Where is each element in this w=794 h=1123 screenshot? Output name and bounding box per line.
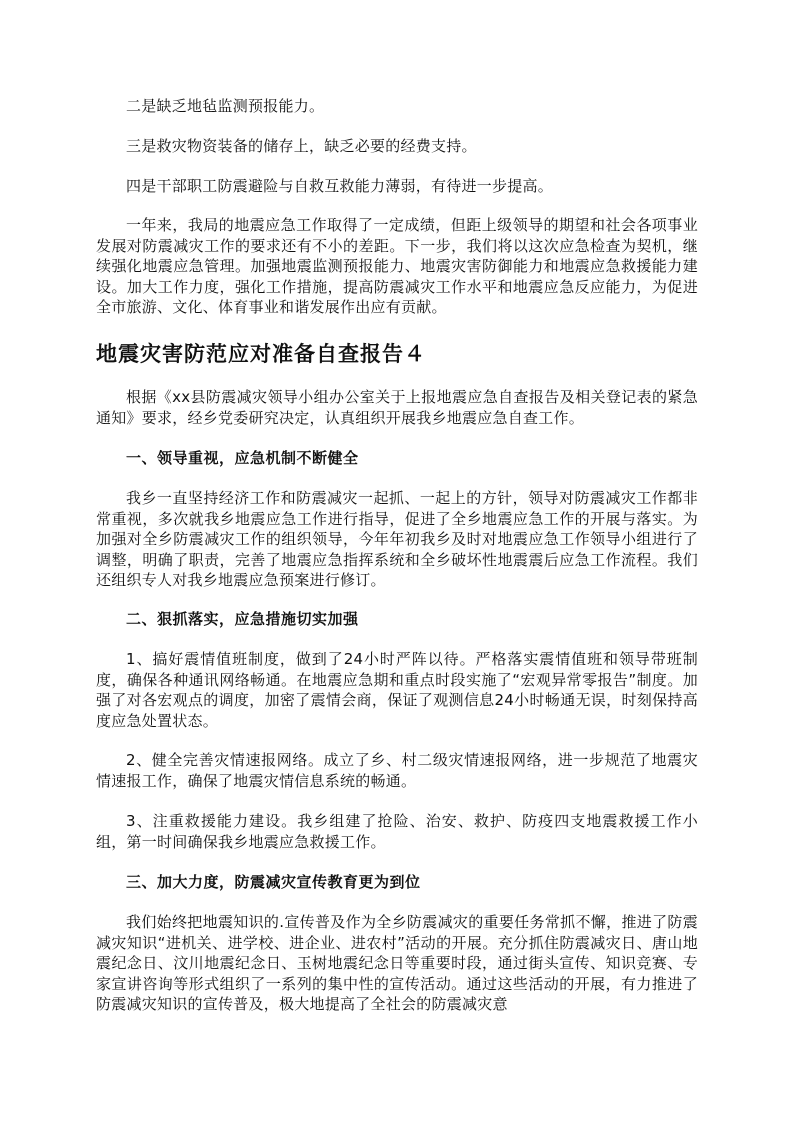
- paragraph-year-summary: 一年来，我局的地震应急工作取得了一定成绩，但距上级领导的期望和社会各项事业发展对防震减灾工作的要求还有不小的差距。下一步，我们将以这次应急检查为契机，继续强化地震应急管理。加强地震监测预报能力、地震灾害防御能力和地震应急救援能力建设。加大工作力度，强化工作措施，提高防震减灾工作水平和地震应急反应能力，为促进全市旅游、文化、体育事业和谐发展作出应有贡献。: [96, 216, 698, 316]
- paragraph-section-3: 我们始终把地震知识的.宣传普及作为全乡防震减灾的重要任务常抓不懈，推进了防震减灾知识“进机关、进学校、进企业、进农村”活动的开展。充分抓住防震减灾日、唐山地震纪念日、汶川地震纪念日、玉树地震纪念日等重要时段，通过街头宣传、知识竞赛、专家宣讲咨询等形式组织了一系列的集中性的宣传活动。通过这些活动的开展，有力推进了防震减灾知识的宣传普及，极大地提高了全社会的防震减灾意: [96, 913, 698, 1013]
- section-heading-3: 三、加大力度，防震减灾宣传教育更为到位: [126, 873, 421, 891]
- paragraph-staff-skills: 四是干部职工防震避险与自救互救能力薄弱，有待进一步提高。: [126, 177, 554, 195]
- paragraph-supplies-funding: 三是救灾物资装备的储存上，缺乏必要的经费支持。: [126, 137, 477, 155]
- list-item-disaster-reporting: 2、健全完善灾情速报网络。成立了乡、村二级灾情速报网络，进一步规范了地震灾情速报工作，确保了地震灾情信息系统的畅通。: [96, 751, 698, 790]
- paragraph-section-1: 我乡一直坚持经济工作和防震减灾一起抓、一起上的方针，领导对防震减灾工作都非常重视，多次就我乡地震应急工作进行指导，促进了全乡地震应急工作的开展与落实。为加强对全乡防震减灾工作的组织领导，今年年初我乡及时对地震应急工作领导小组进行了调整，明确了职责，完善了地震应急指挥系统和全乡破坏性地震震后应急工作流程。我们还组织专人对我乡地震应急预案进行修订。: [96, 489, 698, 589]
- section-heading-2: 二、狠抓落实，应急措施切实加强: [126, 610, 359, 628]
- paragraph-monitoring-weakness: 二是缺乏地毡监测预报能力。: [126, 97, 325, 115]
- list-item-duty-system: 1、搞好震情值班制度，做到了24小时严阵以待。严格落实震情值班和领导带班制度，确保各种通讯网络畅通。在地震应急期和重点时段实施了“宏观异常零报告”制度。加强了对各宏观点的调度，加密了震情会商，保证了观测信息24小时畅通无误，时刻保持高度应急处置状态。: [96, 650, 698, 730]
- list-item-rescue-capacity: 3、注重救援能力建设。我乡组建了抢险、治安、救护、防疫四支地震救援工作小组，第一时间确保我乡地震应急救援工作。: [96, 812, 698, 851]
- paragraph-intro: 根据《xx县防震减灾领导小组办公室关于上报地震应急自查报告及相关登记表的紧急通知》要求，经乡党委研究决定，认真组织开展我乡地震应急自查工作。: [96, 388, 698, 427]
- section-heading-1: 一、领导重视，应急机制不断健全: [126, 449, 359, 467]
- report-title: 地震灾害防范应对准备自查报告４: [96, 341, 426, 366]
